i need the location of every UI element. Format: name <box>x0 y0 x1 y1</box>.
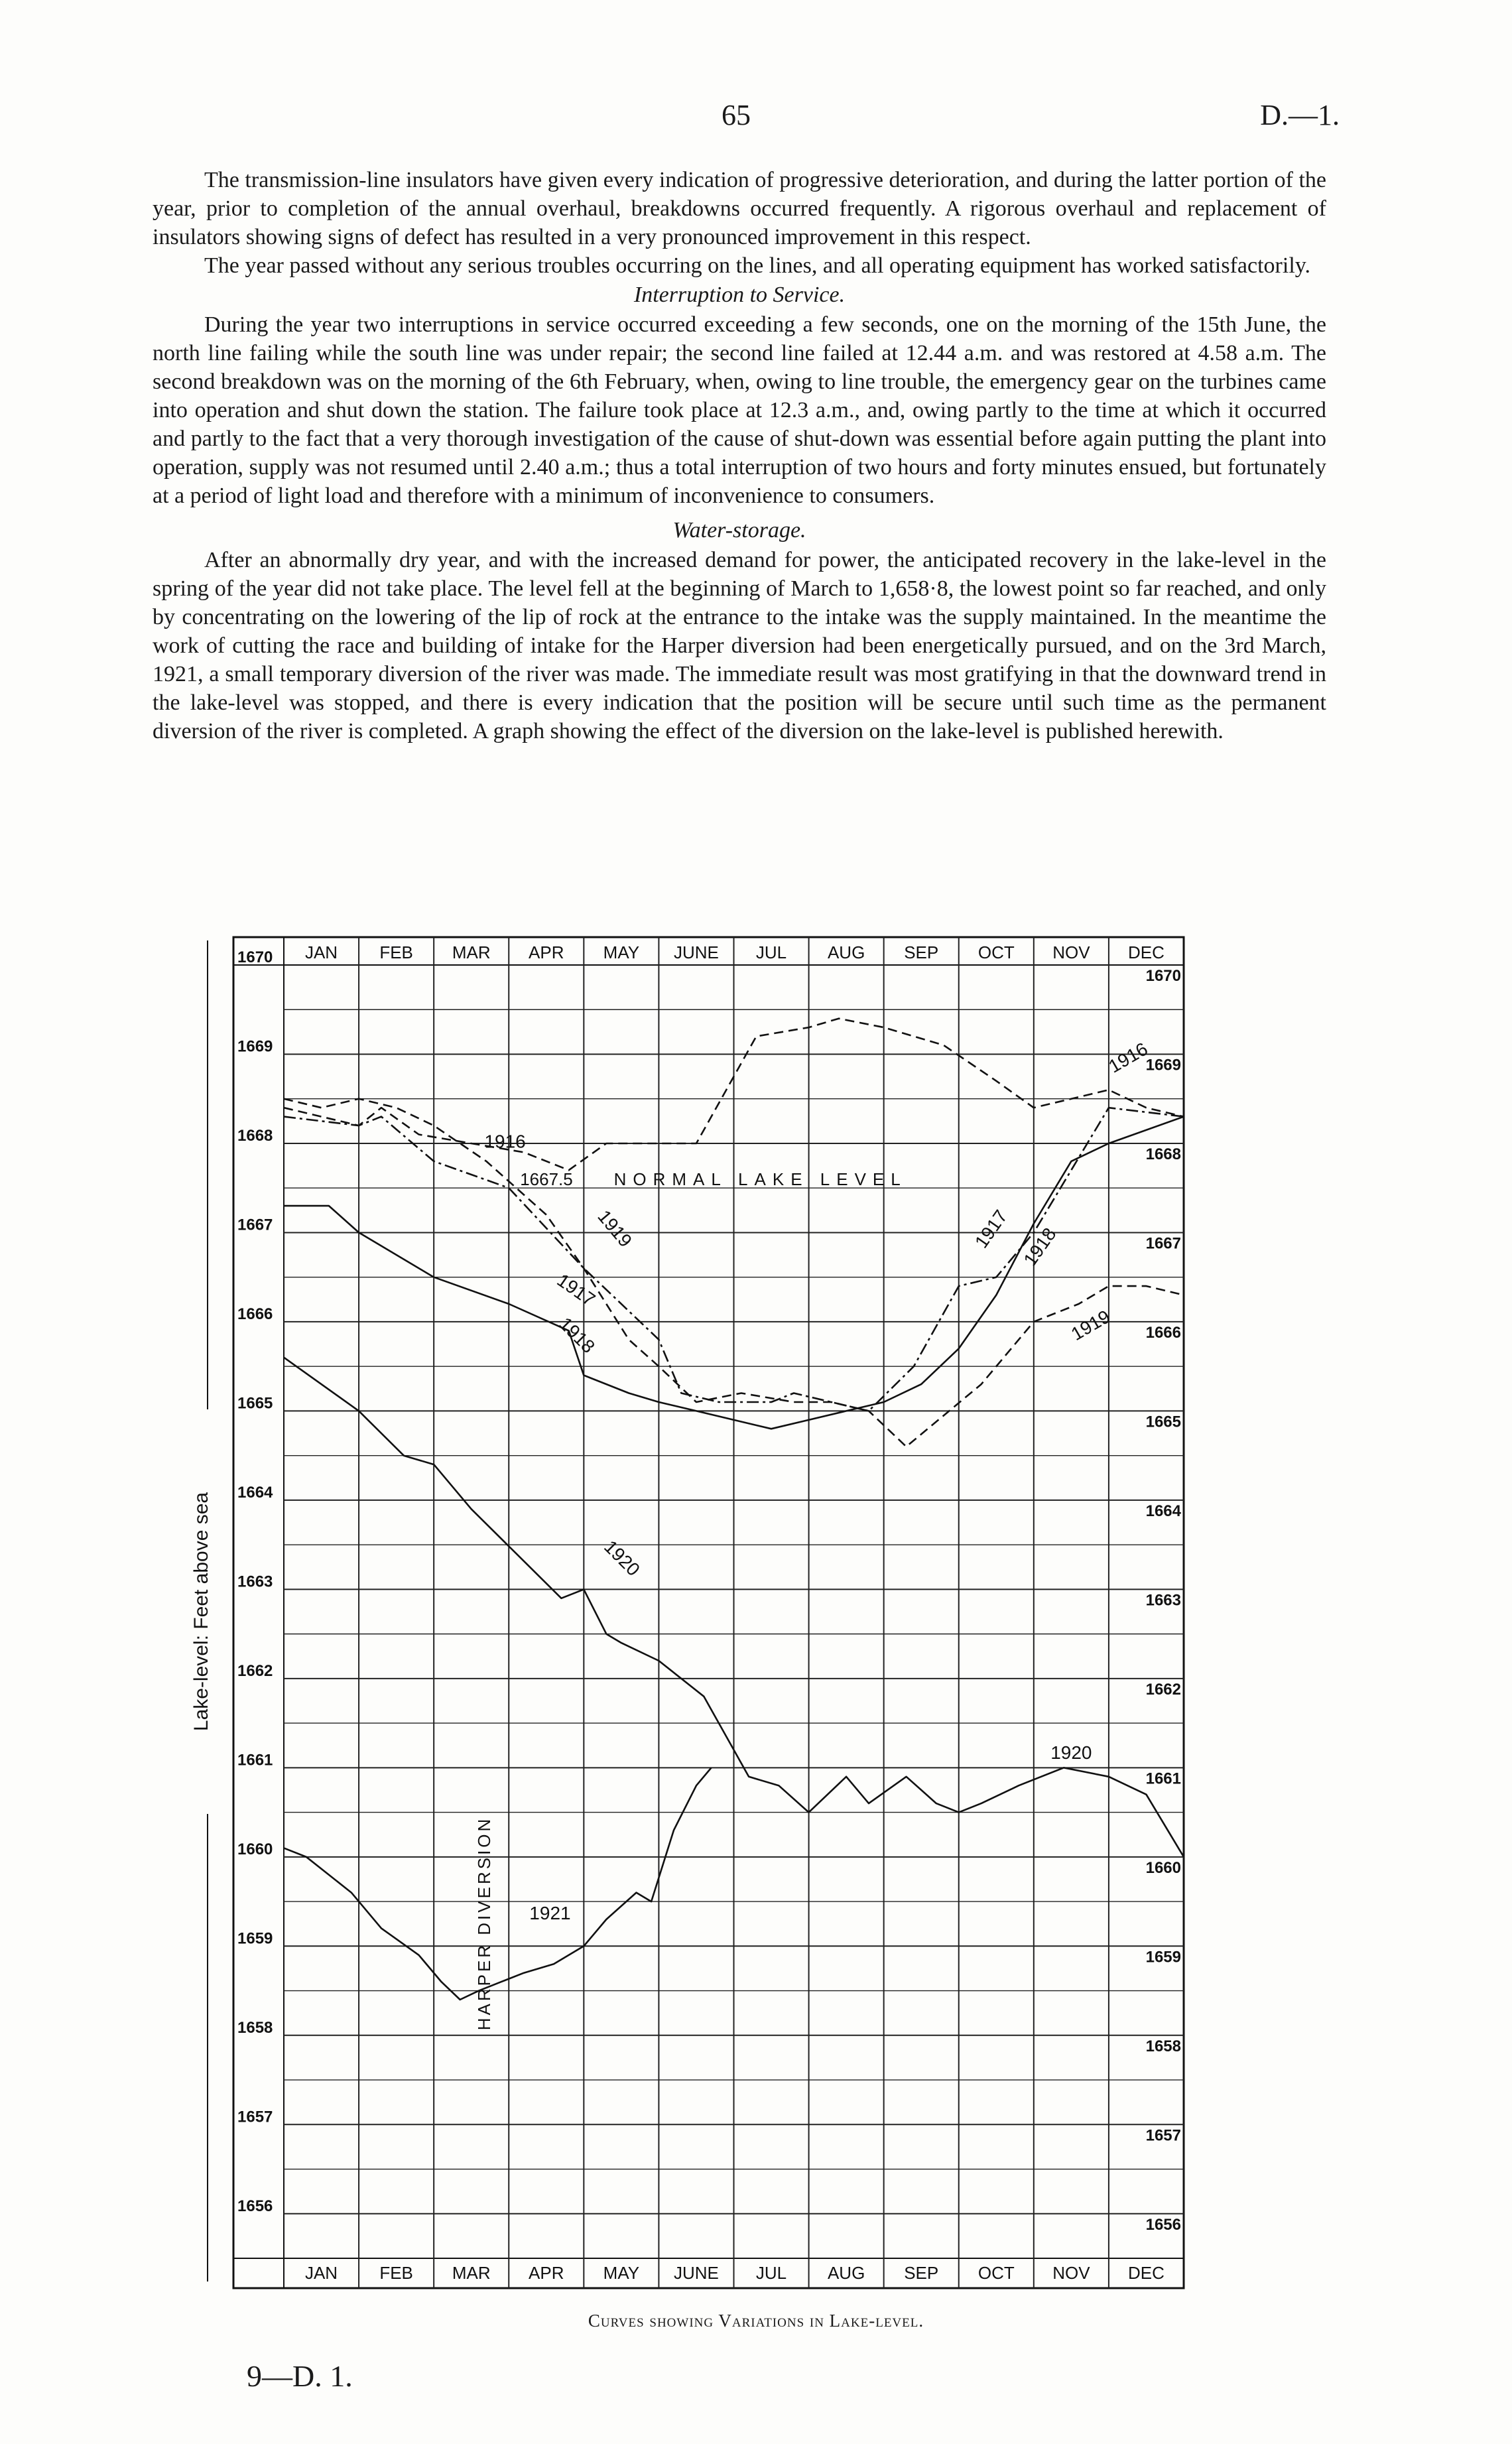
month-label-bottom: SEP <box>904 2263 939 2283</box>
level-tick-right: 1656 <box>1145 2215 1181 2234</box>
series-label-1918-b: 1918 <box>555 1313 599 1358</box>
series-label-1917: 1917 <box>970 1206 1012 1252</box>
series-label-1919: 1919 <box>1067 1306 1114 1345</box>
month-label-top: FEB <box>379 942 413 962</box>
series-line-1921 <box>284 1768 712 2000</box>
month-label-bottom: FEB <box>379 2263 413 2283</box>
series-label-1920-b: 1920 <box>1050 1742 1092 1763</box>
level-tick-left: 1663 <box>237 1573 273 1591</box>
y-axis-title: Lake-level: Feet above sea <box>190 1492 212 1732</box>
month-label-top: MAR <box>452 942 491 962</box>
month-label-bottom: DEC <box>1128 2263 1165 2283</box>
level-tick-right: 1657 <box>1145 2126 1181 2145</box>
level-tick-left: 1668 <box>237 1126 273 1145</box>
series-label-1920: 1920 <box>599 1536 644 1580</box>
level-tick-right: 1664 <box>1145 1502 1181 1520</box>
level-tick-right: 1667 <box>1145 1234 1181 1253</box>
level-tick-right: 1670 <box>1145 967 1181 985</box>
month-label-top: JUL <box>755 942 787 962</box>
chart-frame <box>233 937 1184 2288</box>
page-footer: 9—D. 1. <box>247 2359 353 2393</box>
series-label-1918: 1918 <box>1019 1224 1060 1270</box>
level-tick-left: 1662 <box>237 1661 273 1680</box>
heading-interruption: Interruption to Service. <box>633 283 846 307</box>
month-label-top: DEC <box>1128 942 1165 962</box>
month-label-bottom: MAY <box>603 2263 640 2283</box>
paragraph-interruption: During the year two interruptions in service occurred exceeding a few seconds, one on the morning of the 15th June, the north line failing while the south line was under repair; the second line failed at 12.44 a.m. and was restored at 4.58 a.m. The second breakdown was on the morning of the 6th February, when, owing to line trouble, the emergency gear on the turbines came into operation and shut down the station. The failure took place at 12.3 a.m., and, owing partly to the time at which it occurred and partly to the fact that a very thorough investigation of the cause of shut-down was essential before again putting the plant into operation, supply was not resumed until 2.40 a.m.; thus a total interruption of two hours and forty minutes ensued, but fortunately at a period of light load and therefore with a minimum of inconvenience to consumers. <box>153 312 1326 508</box>
level-tick-right: 1658 <box>1145 2037 1181 2055</box>
level-tick-right: 1661 <box>1145 1769 1181 1788</box>
level-tick-left: 1658 <box>237 2018 273 2037</box>
document-reference: D.—1. <box>1260 99 1340 131</box>
heading-water-storage: Water-storage. <box>672 518 806 543</box>
level-tick-right: 1659 <box>1145 1948 1181 1966</box>
month-label-bottom: JUL <box>755 2263 787 2283</box>
level-tick-right: 1665 <box>1145 1413 1181 1431</box>
chart-caption: Curves showing Variations in Lake-level. <box>588 2311 924 2331</box>
level-tick-left: 1657 <box>237 2108 273 2126</box>
level-tick-left: 1667 <box>237 1216 273 1234</box>
normal-level-value: 1667.5 <box>520 1169 573 1190</box>
series-label-1919-b: 1919 <box>594 1206 637 1252</box>
level-tick-right: 1669 <box>1145 1056 1181 1074</box>
paragraph-insulators: The transmission-line insulators have given every indication of progressive deterioration, and during the latter portion of the year, prior to completion of the annual overhaul, breakdowns occurred frequently. A rigorous overhaul and replacement of insulators showing signs of defect has resulted in a very pronounced improvement in this respect. <box>153 168 1326 249</box>
month-label-bottom: JUNE <box>674 2263 719 2283</box>
month-label-top: JUNE <box>674 942 719 962</box>
normal-level-label: NORMAL LAKE LEVEL <box>613 1169 907 1190</box>
month-label-top: SEP <box>904 942 939 962</box>
month-label-top: OCT <box>977 942 1015 962</box>
page-number: 65 <box>722 99 751 131</box>
month-label-bottom: JAN <box>304 2263 338 2283</box>
month-label-top: AUG <box>827 942 865 962</box>
month-label-top: NOV <box>1052 942 1090 962</box>
month-label-bottom: NOV <box>1052 2263 1090 2283</box>
month-label-bottom: APR <box>529 2263 564 2283</box>
level-tick-left: 1656 <box>237 2197 273 2215</box>
month-label-top: JAN <box>304 942 338 962</box>
level-tick-right: 1666 <box>1145 1323 1181 1342</box>
series-label-1921: 1921 <box>529 1902 571 1923</box>
paragraph-lines: The year passed without any serious troubles occurring on the lines, and all operating equipment has worked satisfactorily. <box>204 253 1311 278</box>
month-label-bottom: OCT <box>977 2263 1015 2283</box>
level-tick-left: 1669 <box>237 1037 273 1056</box>
month-label-bottom: MAR <box>452 2263 491 2283</box>
level-tick-left: 1659 <box>237 1929 273 1948</box>
month-label-top: APR <box>529 942 564 962</box>
level-tick-right: 1662 <box>1145 1680 1181 1699</box>
level-tick-right: 1660 <box>1145 1858 1181 1877</box>
level-tick-left: 1661 <box>237 1751 273 1769</box>
level-tick-left: 1666 <box>237 1305 273 1323</box>
series-label-1917-b: 1917 <box>553 1269 599 1311</box>
month-label-bottom: AUG <box>827 2263 865 2283</box>
series-label-1916: 1916 <box>1105 1038 1151 1077</box>
level-tick-left: 1670 <box>237 948 273 966</box>
month-label-top: MAY <box>603 942 640 962</box>
level-tick-left: 1664 <box>237 1483 273 1502</box>
level-tick-left: 1665 <box>237 1394 273 1413</box>
paragraph-water-storage: After an abnormally dry year, and with the increased demand for power, the anticipated recovery in the lake-level in the spring of the year did not take place. The level fell at the beginning of March to 1,658·8, the lowest point so far reached, and only by concentrating on the lowering of the lip of rock at the entrance to the intake was the supply maintained. In the meantime the work of cutting the race and building of intake for the Harper diversion had been energetically pursued, and on the 3rd March, 1921, a small temporary diversion of the river was made. The immediate result was most gratifying in that the downward trend in the lake-level was stopped, and there is every indication that the position will be secure until such time as the permanent diversion of the river is completed. A graph showing the effect of the diversion on the lake-level is published herewith. <box>153 548 1326 743</box>
level-tick-right: 1663 <box>1145 1591 1181 1610</box>
diversion-annotation: HARPER DIVERSION <box>473 1816 494 2031</box>
level-tick-right: 1668 <box>1145 1145 1181 1163</box>
series-label-1916-b: 1916 <box>484 1131 526 1152</box>
level-tick-left: 1660 <box>237 1840 273 1858</box>
